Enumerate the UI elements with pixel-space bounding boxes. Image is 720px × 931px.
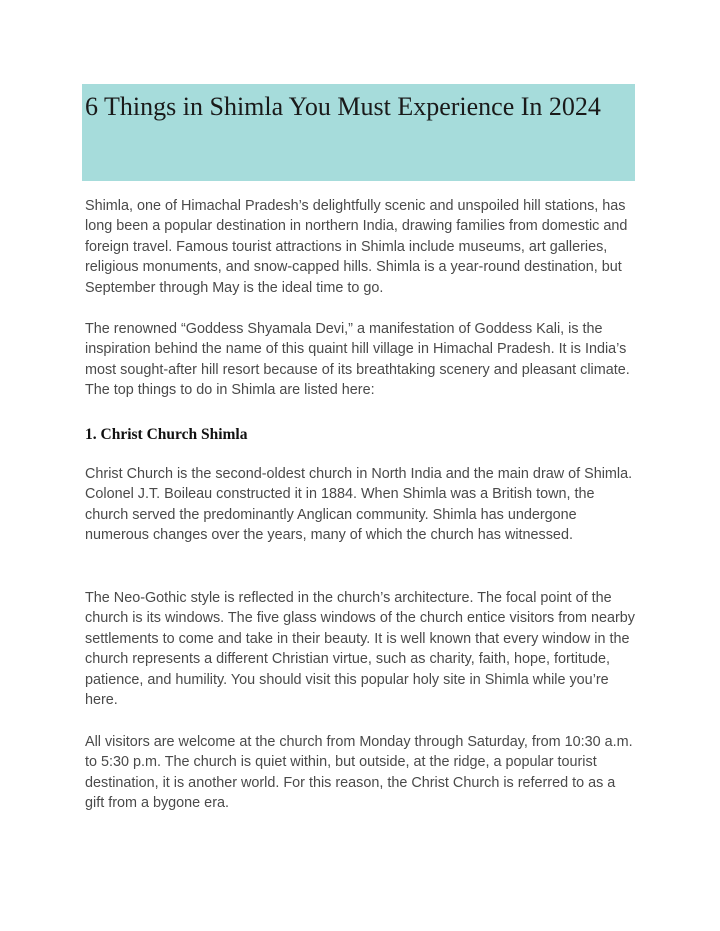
section-paragraph-2: The Neo-Gothic style is reflected in the church’s architecture. The focal point of the church is its windows. The five glass windows of the church entice visitors from nearby settlements to come and take in their beauty. It is well known that every window in the church represents a different Christian virtue, such as charity, faith, hope, fortitude, patience, and humility. You should visit this popular holy site in Shimla while you’re here. xyxy=(85,590,636,709)
title-banner xyxy=(82,84,635,181)
intro-paragraph-1: Shimla, one of Himachal Pradesh’s delightfully scenic and unspoiled hill stations, has long been a popular destination in northern India, drawing families from domestic and foreign travel. Famous tourist attractions in Shimla include museums, art galleries, religious monuments, and snow-capped hills. Shimla is a year-round destination, but September through May is the ideal time to go. xyxy=(85,198,628,296)
section-heading-christ-church: 1. Christ Church Shimla xyxy=(85,426,248,443)
section-paragraph-3: All visitors are welcome at the church from Monday through Saturday, from 10:30 a.m. to 5:30 p.m. The church is quiet within, but outside, at the ridge, a popular tourist destination, it is another world. For this reason, the Christ Church is referred to as a gift from a bygone era. xyxy=(85,734,633,812)
section-paragraph-1: Christ Church is the second-oldest church in North India and the main draw of Shimla. Colonel J.T. Boileau constructed it in 1884. When Shimla was a British town, the church served the predominantly Anglican community. Shimla has undergone numerous changes over the years, many of which the church has witnessed. xyxy=(85,466,633,544)
intro-paragraph-2: The renowned “Goddess Shyamala Devi,” a manifestation of Goddess Kali, is the inspiration behind the name of this quaint hill village in Himachal Pradesh. It is India’s most sought-after hill resort because of its breathtaking scenery and pleasant climate. The top things to do in Shimla are listed here: xyxy=(85,321,630,399)
page-title: 6 Things in Shimla You Must Experience In 2024 xyxy=(85,92,601,121)
